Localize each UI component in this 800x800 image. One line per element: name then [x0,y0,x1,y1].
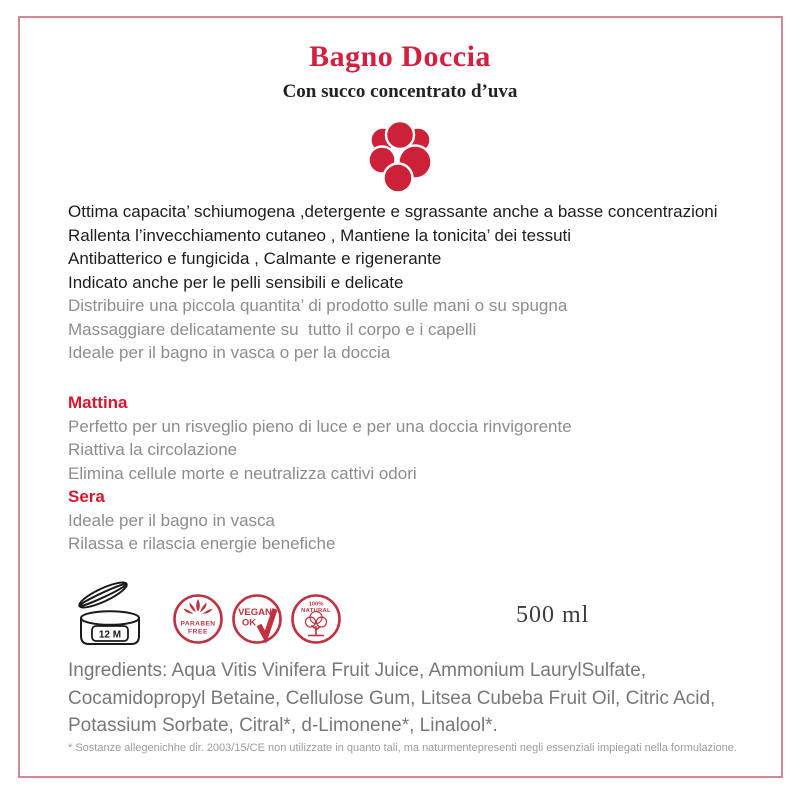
usage-line: Distribuire una piccola quantita’ di prodotto sulle mani o su spugna [68,296,568,315]
ingredients-text [68,657,715,740]
natural-label: NATURAL [301,608,331,614]
usage-line: Massaggiare delicatamente su tutto il corpo e i capelli [68,319,477,339]
usage-line: Ideale per il bagno in vasca o per la doccia [68,343,391,362]
benefits-and-usage-text [68,200,718,365]
page-subtitle: Con succo concentrato d’uva [282,81,518,102]
volume-label: 500 ml [516,602,590,628]
ingredients-line: Ingredients: Aqua Vitis Vinifera Fruit Juice, Ammonium LaurylSulfate, [68,660,647,681]
morning-line: Elimina cellule morte e neutralizza cattivi odori [68,463,417,483]
pao-label: 12 M [98,629,122,641]
allergens-footnote: * Sostanze allegenichhe dir. 2003/15/CE non utilizzate in quanto tali, ma naturmentepresenti negli essenziali impiegati nella formulazione. [68,742,737,754]
page-title: Bagno Doccia [309,40,491,73]
paraben-free-label: PARABEN [180,620,216,628]
open-jar-pao-icon [72,579,167,651]
morning-line: Perfetto per un risveglio pieno di luce e per una doccia rinvigorente [68,416,572,436]
paraben-free-stamp [172,592,224,648]
vegan-label: VEGAN [238,607,272,618]
benefit-line: Rallenta l’invecchiamento cutaneo , Mantiene la tonicita’ dei tessuti [68,225,572,245]
evening-line: Ideale per il bagno in vasca [68,510,275,530]
routine-text [68,391,572,556]
evening-heading: Sera [68,487,105,506]
benefit-line: Antibatterico e fungicida , Calmante e rigenerante [68,249,442,268]
grape-cluster-icon [357,121,443,197]
ingredients-line: Cocamidopropyl Betaine, Cellulose Gum, Litsea Cubeba Fruit Oil, Citric Acid, [68,687,716,709]
natural-100-stamp [290,592,342,648]
morning-line: Riattiva la circolazione [68,440,238,459]
lotus-icon [184,599,213,614]
benefit-line: Ottima capacita’ schiumogena ,detergente e sgrassante anche a basse concentrazioni [68,202,718,221]
paraben-free-label: FREE [188,628,208,636]
tree-icon [306,612,327,636]
evening-line: Rilassa e rilascia energie benefiche [68,534,336,553]
morning-heading: Mattina [68,393,128,412]
ingredients-line: Potassium Sorbate, Citral*, d-Limonene*, Linalool*. [68,715,498,736]
vegan-ok-stamp [231,592,283,648]
benefit-line: Indicato anche per le pelli sensibili e delicate [68,272,404,292]
vegan-label: OK [241,617,257,629]
natural-label: 100% [308,601,324,608]
